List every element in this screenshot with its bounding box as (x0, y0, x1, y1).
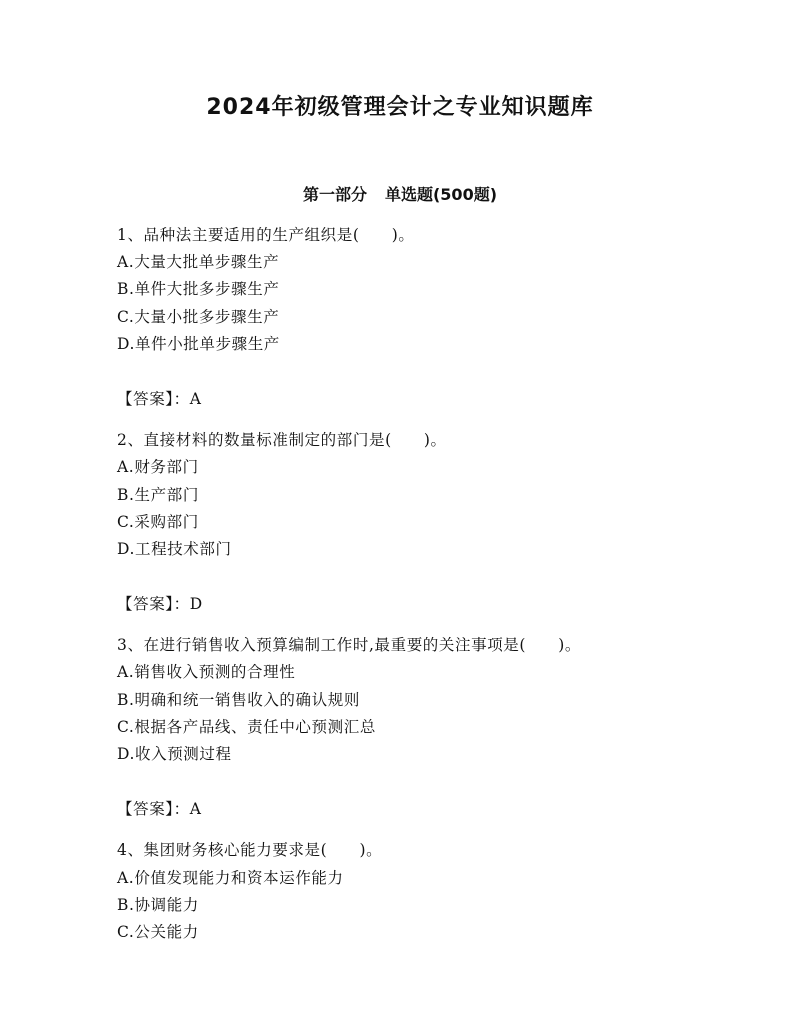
answer-value: D (189, 595, 203, 614)
option-a: A.销售收入预测的合理性 (117, 663, 296, 682)
question-stem: 4、集团财务核心能力要求是( )。 (117, 841, 383, 860)
question-stem: 2、直接材料的数量标准制定的部门是( )。 (117, 431, 447, 450)
option-a: A.大量大批单步骤生产 (117, 253, 280, 272)
option-a: A.价值发现能力和资本运作能力 (117, 868, 344, 887)
answer-value: A (189, 389, 202, 408)
question-stem: 1、品种法主要适用的生产组织是( )。 (117, 226, 415, 244)
option-c: C.采购部门 (117, 512, 199, 531)
option-b: B.单件大批多步骤生产 (117, 280, 280, 299)
question-list (117, 222, 757, 946)
option-a: A.财务部门 (117, 458, 199, 477)
option-b: B.生产部门 (117, 485, 199, 504)
section-part: 第一部分 (302, 185, 367, 204)
question-2 (117, 427, 757, 618)
option-d: D.单件小批单步骤生产 (117, 334, 280, 353)
option-d: D.收入预测过程 (117, 745, 232, 763)
question-stem: 3、在进行销售收入预算编制工作时,最重要的关注事项是( )。 (117, 636, 581, 655)
section-name: 单选题(500题) (384, 185, 498, 204)
question-4 (117, 837, 757, 946)
option-d: D.工程技术部门 (117, 539, 232, 558)
option-b: B.协调能力 (117, 895, 199, 914)
answer-label: 【答案】： (117, 800, 190, 819)
option-b: B.明确和统一销售收入的确认规则 (117, 690, 360, 709)
answer-label: 【答案】： (117, 595, 190, 614)
answer-label: 【答案】： (117, 389, 190, 408)
question-1 (117, 222, 757, 413)
document-title: 2024年初级管理会计之专业知识题库 (206, 95, 594, 120)
answer-line (117, 386, 757, 413)
question-3 (117, 632, 757, 823)
option-c: C.大量小批多步骤生产 (117, 307, 280, 326)
option-c: C.公关能力 (117, 922, 199, 941)
answer-line (117, 796, 757, 823)
answer-value: A (189, 800, 202, 819)
option-c: C.根据各产品线、责任中心预测汇总 (117, 717, 376, 736)
section-title (0, 183, 800, 207)
answer-line (117, 591, 757, 618)
